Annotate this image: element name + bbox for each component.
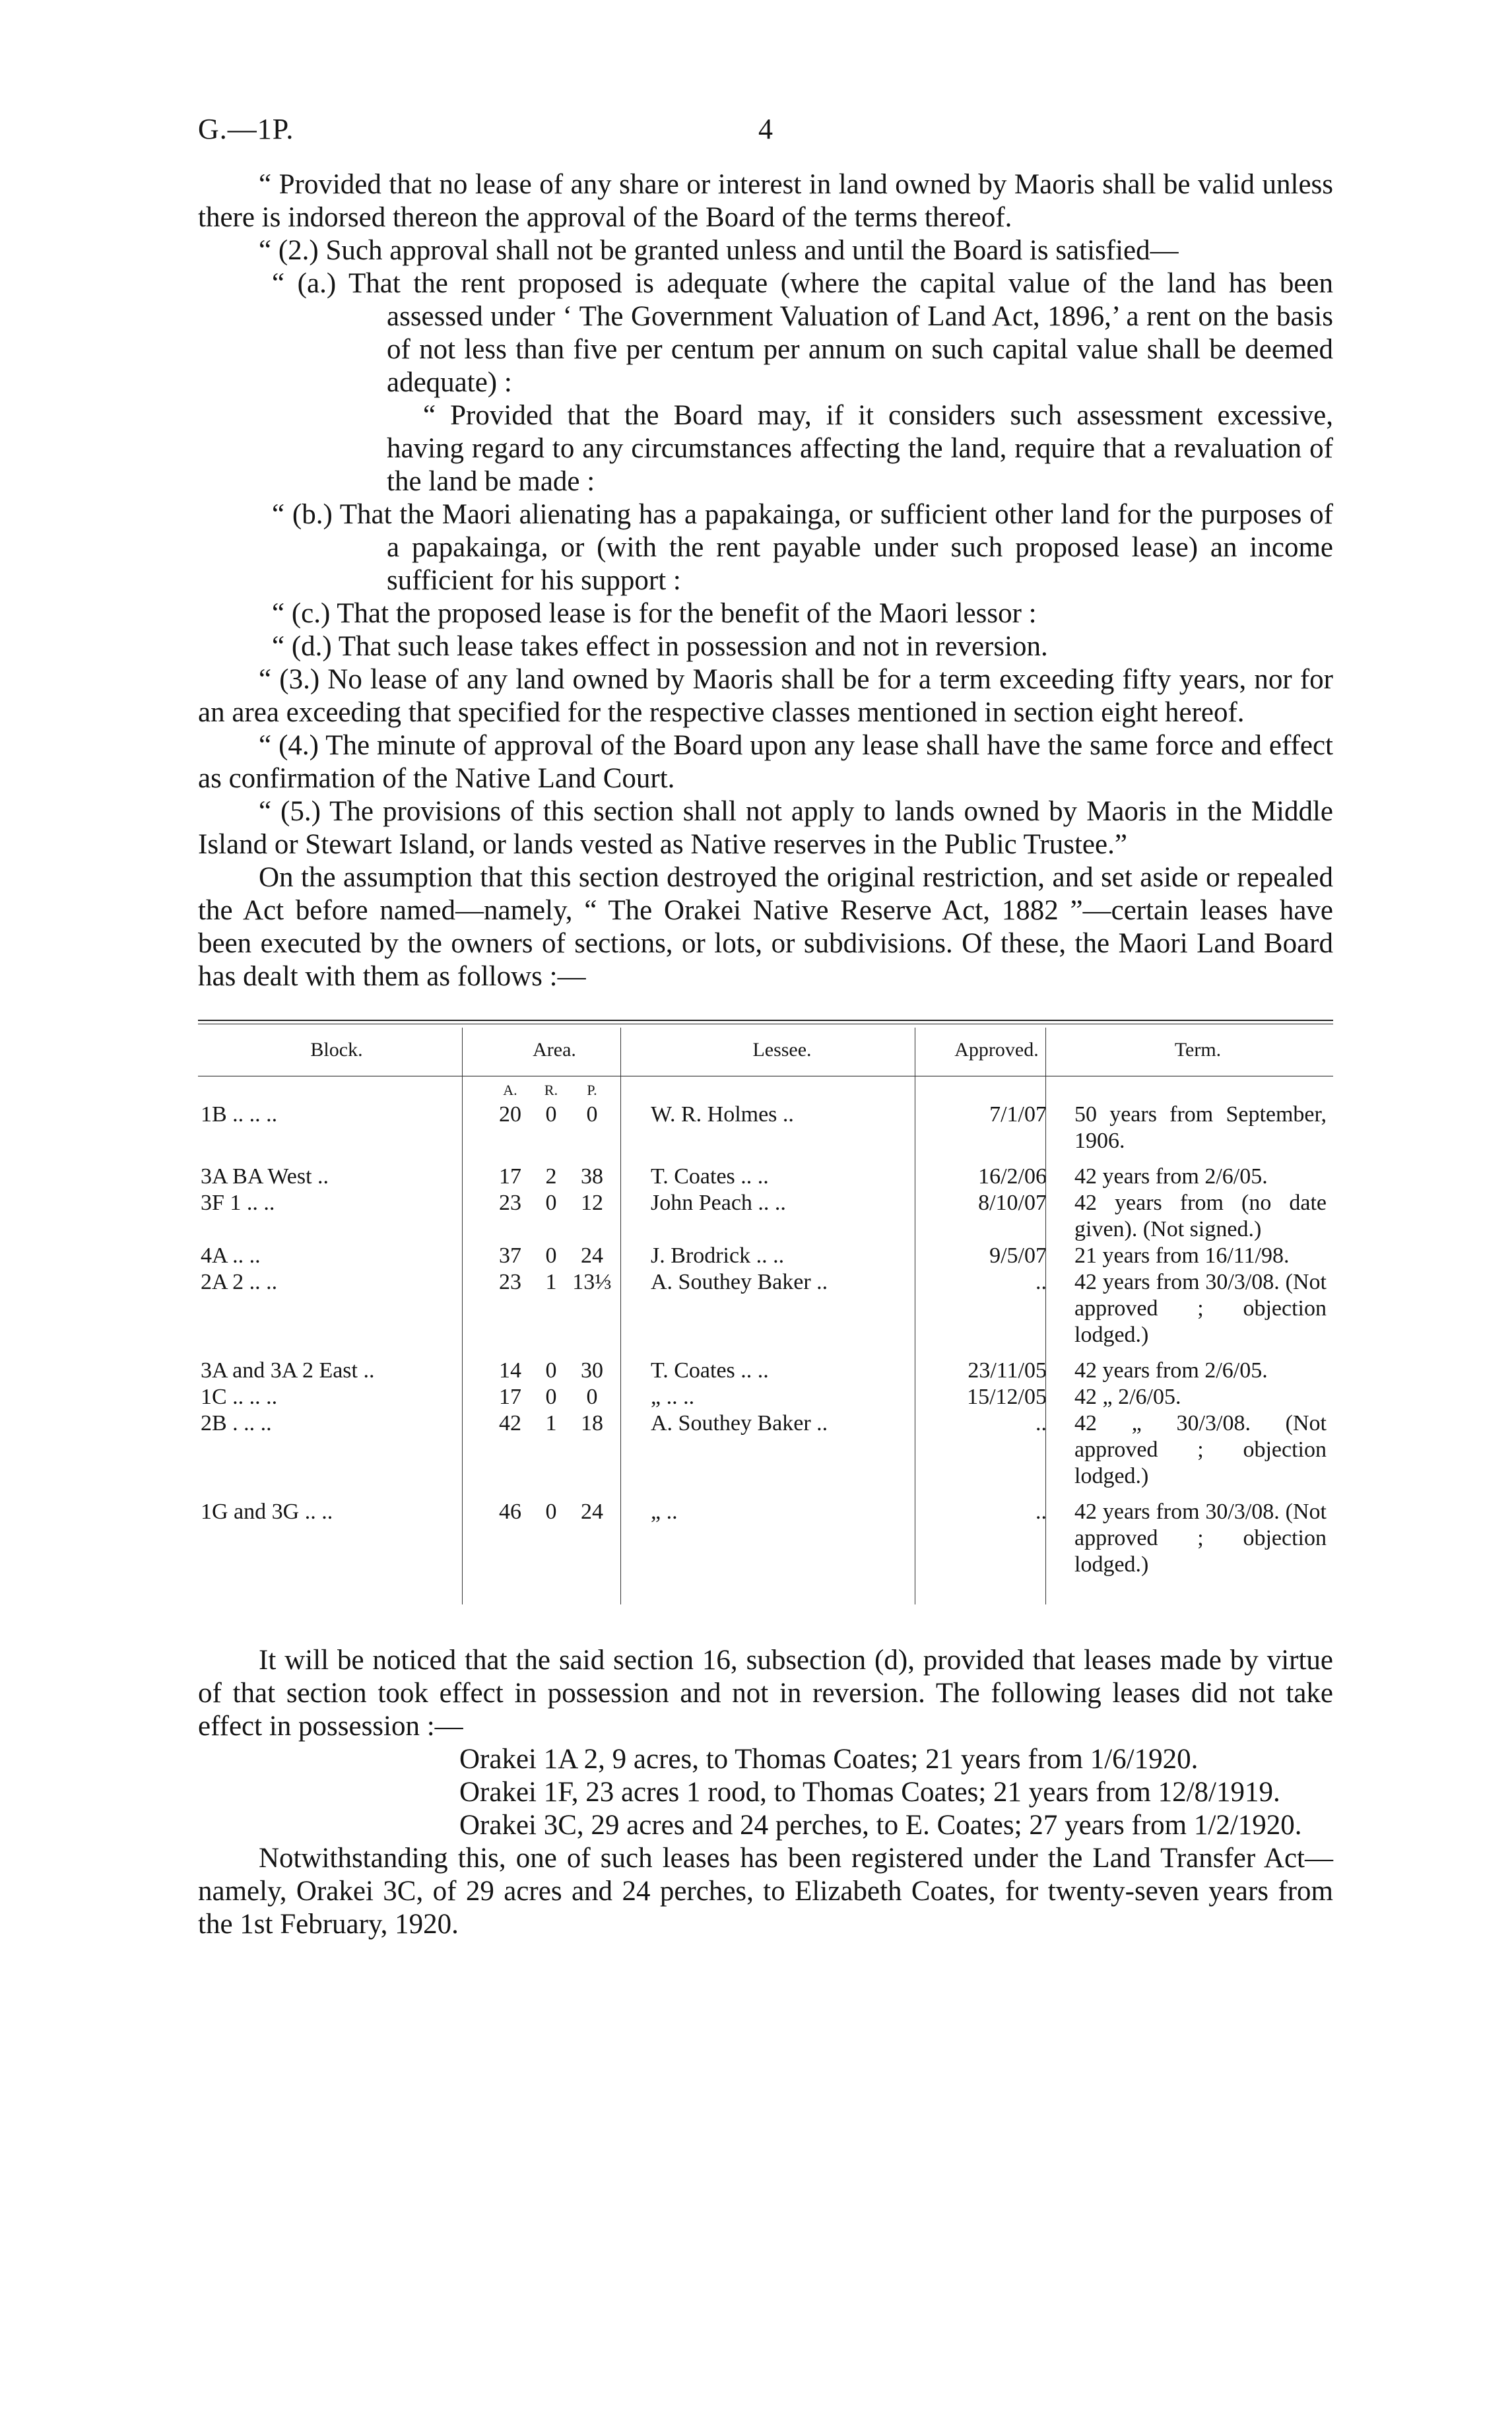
cell-block: 1G and 3G .. ..	[201, 1500, 333, 1524]
cell-block: 3F 1 .. ..	[201, 1191, 275, 1215]
cell-roods: 0	[545, 1191, 557, 1215]
cell-perches: 18	[581, 1411, 603, 1436]
paragraph-notice: It will be noticed that the said section 16, subsection (d), provided that leases made by virtue of that section took effect in possession and not in reversion. The following leases did not take effect in possession :—	[198, 1645, 1333, 1742]
clause-a: “ (a.) That the rent proposed is adequate (where the capital value of the land has been assessed under ‘ The Government Valuation of Land Act, 1896,’ a rent on the basis of not less than five per centum per annum on such capital value shall be deemed adequate) :	[272, 268, 1333, 398]
cell-approved: 7/1/07	[989, 1102, 1047, 1127]
cell-approved: 8/10/07	[978, 1191, 1047, 1215]
cell-term: 42 „ 2/6/05.	[1074, 1385, 1181, 1409]
cell-perches: 13⅓	[572, 1270, 612, 1294]
page-header	[198, 112, 1333, 152]
cell-block: 1B .. .. ..	[201, 1102, 278, 1127]
table-row	[198, 1410, 1333, 1490]
cell-area	[475, 1269, 634, 1348]
cell-acres: 23	[499, 1191, 521, 1215]
cell-approved: 16/2/06	[978, 1164, 1047, 1189]
header-area: Area.	[533, 1039, 576, 1061]
cell-perches: 24	[581, 1500, 603, 1524]
header-block: Block.	[310, 1039, 363, 1061]
table-row	[198, 1190, 1333, 1243]
table-row	[198, 1384, 1333, 1410]
cell-acres: 42	[499, 1411, 521, 1436]
table-row	[198, 1499, 1333, 1578]
table-row	[198, 1243, 1333, 1269]
clause-a-proviso: “ Provided that the Board may, if it considers such assessment excessive, having regard to any circumstances affecting the land, require that a revaluation of the land be made :	[387, 400, 1333, 497]
cell-term: 42 years from 30/3/08. (Not approved ; objection lodged.)	[1074, 1500, 1327, 1577]
clause-d: “ (d.) That such lease takes effect in possession and not in reversion.	[272, 631, 1048, 662]
document-body	[198, 168, 1333, 1941]
cell-term: 42 years from 2/6/05.	[1074, 1358, 1268, 1383]
header-lessee: Lessee.	[752, 1039, 812, 1061]
cell-acres: 17	[499, 1164, 521, 1189]
cell-roods: 1	[545, 1411, 557, 1436]
cell-term: 42 „ 30/3/08. (Not approved ; objection lodged.)	[1074, 1411, 1327, 1488]
unit-perches: P.	[587, 1082, 597, 1098]
cell-block: 4A .. ..	[201, 1243, 261, 1268]
cell-block: 1C .. .. ..	[201, 1385, 278, 1409]
cell-block: 2A 2 .. ..	[201, 1270, 278, 1294]
cell-acres: 14	[499, 1358, 521, 1383]
cell-area	[475, 1164, 634, 1190]
cell-approved: 23/11/05	[968, 1358, 1047, 1383]
cell-term: 21 years from 16/11/98.	[1074, 1243, 1290, 1268]
area-units-row	[198, 1076, 1333, 1102]
cell-area	[475, 1499, 634, 1578]
cell-acres: 46	[499, 1500, 521, 1524]
cell-area	[475, 1190, 634, 1243]
cell-term: 42 years from (no date given). (Not signed.)	[1074, 1191, 1327, 1241]
table-header-row	[198, 1024, 1333, 1076]
lease-item: Orakei 1A 2, 9 acres, to Thomas Coates; 21 years from 1/6/1920.	[459, 1744, 1199, 1775]
cell-lessee: „ .. ..	[651, 1385, 695, 1409]
cell-lessee: A. Southey Baker ..	[651, 1270, 828, 1294]
cell-perches: 12	[581, 1191, 603, 1215]
cell-lessee: T. Coates .. ..	[651, 1164, 769, 1189]
cell-area	[475, 1384, 634, 1410]
cell-block: 3A and 3A 2 East ..	[201, 1358, 375, 1383]
lease-item: Orakei 3C, 29 acres and 24 perches, to E. Coates; 27 years from 1/2/1920.	[459, 1810, 1302, 1841]
document-reference: G.—1P.	[198, 113, 294, 145]
cell-perches: 38	[581, 1164, 603, 1189]
paragraph-subsection-4: “ (4.) The minute of approval of the Board upon any lease shall have the same force and effect as confirmation of the Native Land Court.	[198, 730, 1333, 794]
cell-approved: ..	[1035, 1500, 1047, 1524]
cell-lessee: A. Southey Baker ..	[651, 1411, 828, 1436]
cell-approved: ..	[1035, 1270, 1047, 1294]
cell-term: 42 years from 30/3/08. (Not approved ; objection lodged.)	[1074, 1270, 1327, 1347]
cell-lessee: T. Coates .. ..	[651, 1358, 769, 1383]
lease-item: Orakei 1F, 23 acres 1 rood, to Thomas Coates; 21 years from 12/8/1919.	[459, 1777, 1280, 1808]
cell-area	[475, 1243, 634, 1269]
table-row	[198, 1164, 1333, 1190]
cell-term: 42 years from 2/6/05.	[1074, 1164, 1268, 1189]
cell-acres: 37	[499, 1243, 521, 1268]
cell-roods: 2	[545, 1164, 557, 1189]
cell-lessee: „ ..	[651, 1500, 678, 1524]
clause-b: “ (b.) That the Maori alienating has a papakainga, or sufficient other land for the purposes of a papakainga, or (with the rent payable under such proposed lease) an income sufficient for his support :	[272, 499, 1333, 596]
paragraph-notwithstanding: Notwithstanding this, one of such leases has been registered under the Land Transfer Act—namely, Orakei 3C, of 29 acres and 24 perches, to Elizabeth Coates, for twenty-seven years from the 1st February, 1920.	[198, 1843, 1333, 1940]
cell-lessee: J. Brodrick .. ..	[651, 1243, 785, 1268]
header-term: Term.	[1174, 1039, 1222, 1061]
cell-approved: ..	[1035, 1411, 1047, 1436]
paragraph-subsection-3: “ (3.) No lease of any land owned by Maoris shall be for a term exceeding fifty years, nor for an area exceeding that specified for the respective classes mentioned in section eight hereof.	[198, 664, 1333, 728]
table-row	[198, 1269, 1333, 1348]
paragraph-assumption: On the assumption that this section destroyed the original restriction, and set aside or repealed the Act before named—namely, “ The Orakei Native Reserve Act, 1882 ”—certain leases have been executed by the owners of sections, or lots, or subdivisions. Of these, the Maori Land Board has dealt with them as follows :—	[198, 862, 1333, 992]
cell-roods: 0	[545, 1243, 557, 1268]
cell-area	[475, 1410, 634, 1490]
cell-term: 50 years from September, 1906.	[1074, 1102, 1327, 1153]
cell-block: 3A BA West ..	[201, 1164, 329, 1189]
cell-area	[475, 1102, 634, 1154]
header-approved: Approved.	[954, 1039, 1039, 1061]
cell-approved: 9/5/07	[989, 1243, 1047, 1268]
paragraph-subsection-5: “ (5.) The provisions of this section shall not apply to lands owned by Maoris in the Middle Island or Stewart Island, or lands vested as Native reserves in the Public Trustee.”	[198, 796, 1333, 860]
cell-area	[475, 1358, 634, 1384]
cell-roods: 0	[545, 1102, 557, 1127]
table-top-rule	[198, 1020, 1333, 1021]
cell-perches: 0	[586, 1385, 598, 1409]
cell-roods: 1	[545, 1270, 557, 1294]
unit-roods: R.	[544, 1082, 558, 1098]
cell-roods: 0	[545, 1358, 557, 1383]
cell-block: 2B . .. ..	[201, 1411, 272, 1436]
table-row	[198, 1102, 1333, 1154]
paragraph-proviso: “ Provided that no lease of any share or interest in land owned by Maoris shall be valid unless there is indorsed thereon the approval of the Board of the terms thereof.	[198, 169, 1333, 233]
page-number: 4	[758, 113, 773, 145]
clause-c: “ (c.) That the proposed lease is for the benefit of the Maori lessor :	[272, 598, 1037, 629]
cell-approved: 15/12/05	[967, 1385, 1047, 1409]
cell-acres: 20	[499, 1102, 521, 1127]
cell-acres: 17	[499, 1385, 521, 1409]
cell-lessee: John Peach .. ..	[651, 1191, 786, 1215]
cell-roods: 0	[545, 1500, 557, 1524]
cell-perches: 24	[581, 1243, 603, 1268]
table-row	[198, 1358, 1333, 1384]
paragraph-subsection-2: “ (2.) Such approval shall not be granted unless and until the Board is satisfied—	[259, 235, 1179, 266]
unit-acres: A.	[503, 1082, 517, 1098]
cell-perches: 30	[581, 1358, 603, 1383]
cell-roods: 0	[545, 1385, 557, 1409]
cell-acres: 23	[499, 1270, 521, 1294]
cell-lessee: W. R. Holmes ..	[651, 1102, 794, 1127]
cell-perches: 0	[586, 1102, 598, 1127]
leases-table	[198, 1020, 1333, 1604]
